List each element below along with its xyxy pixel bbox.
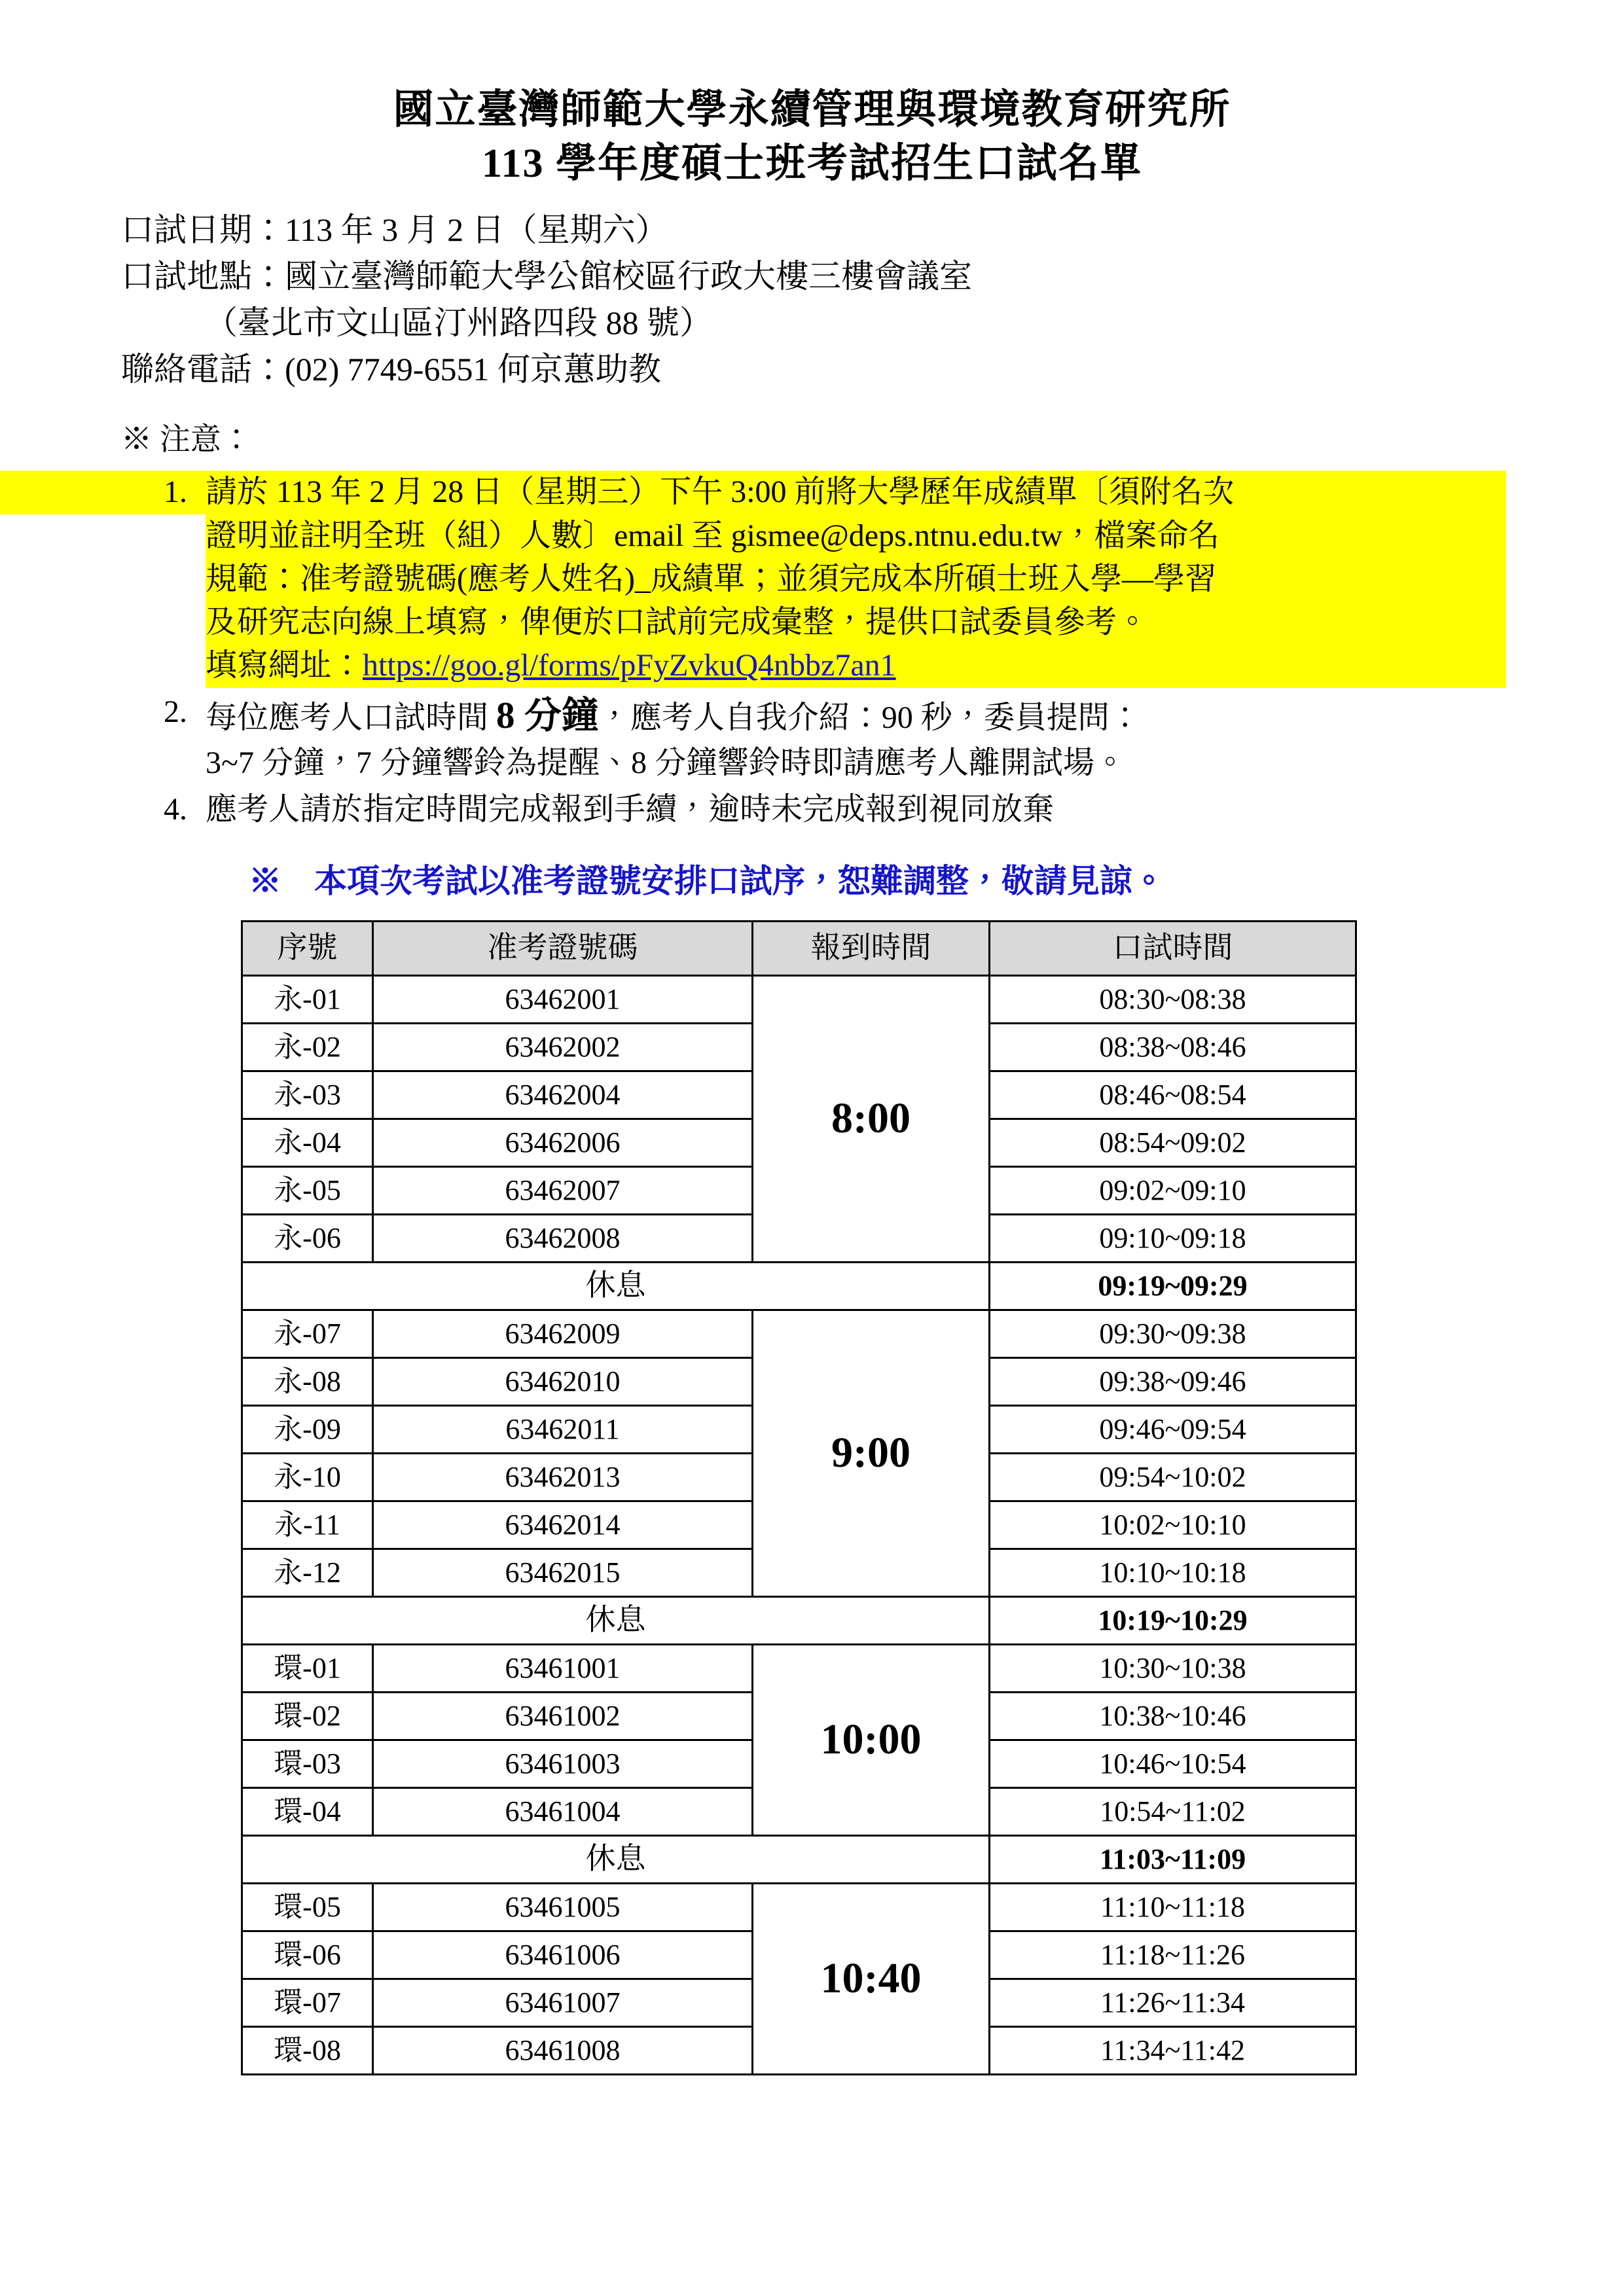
cell-exam-id: 63462014	[373, 1501, 753, 1549]
cell-exam-id: 63462001	[373, 975, 753, 1023]
cell-break-label: 休息	[242, 1596, 990, 1644]
cell-oral-time: 09:30~09:38	[990, 1310, 1356, 1357]
notice-item-4-number: 4.	[164, 791, 187, 827]
contact-phone-line: 聯絡電話：(02) 7749-6551 何京蕙助教	[121, 350, 661, 387]
cell-oral-time: 10:10~10:18	[990, 1549, 1356, 1596]
cell-oral-time: 09:10~09:18	[990, 1214, 1356, 1262]
cell-seq: 環-04	[242, 1787, 373, 1835]
cell-seq: 永-05	[242, 1166, 373, 1214]
cell-seq: 永-03	[242, 1071, 373, 1119]
cell-exam-id: 63462004	[373, 1071, 753, 1119]
cell-exam-id: 63462009	[373, 1310, 753, 1357]
column-header-checkin-time: 報到時間	[753, 921, 990, 975]
notice-item-4-line-1: 應考人請於指定時間完成報到手續，逾時未完成報到視同放棄	[206, 791, 1055, 827]
cell-seq: 永-09	[242, 1405, 373, 1453]
table-row	[242, 1644, 1356, 1692]
cell-oral-time: 10:38~10:46	[990, 1692, 1356, 1740]
cell-oral-time: 08:30~08:38	[990, 975, 1356, 1023]
cell-exam-id: 63461008	[373, 2026, 753, 2074]
break-row	[242, 1835, 1356, 1883]
cell-break-label: 休息	[242, 1262, 990, 1310]
cell-seq: 環-05	[242, 1883, 373, 1931]
cell-break-time: 10:19~10:29	[990, 1596, 1356, 1644]
cell-exam-id: 63462008	[373, 1214, 753, 1262]
notice-item-2-line-1	[206, 691, 1506, 742]
notice-item-1-body	[206, 471, 1624, 687]
cell-oral-time: 10:54~11:02	[990, 1787, 1356, 1835]
cell-oral-time: 11:26~11:34	[990, 1979, 1356, 2026]
table-row	[242, 975, 1356, 1023]
schedule-header-row	[242, 921, 1356, 975]
cell-seq: 環-07	[242, 1979, 373, 2026]
cell-exam-id: 63462002	[373, 1023, 753, 1071]
notice-item-2-number: 2.	[164, 694, 187, 729]
cell-break-time: 11:03~11:09	[990, 1835, 1356, 1883]
cell-exam-id: 63461006	[373, 1931, 753, 1979]
table-row	[242, 1310, 1356, 1357]
cell-seq: 永-06	[242, 1214, 373, 1262]
column-header-exam-id: 准考證號碼	[373, 921, 753, 975]
cell-break-time: 09:19~09:29	[990, 1262, 1356, 1310]
break-row	[242, 1596, 1356, 1644]
cell-seq: 永-11	[242, 1501, 373, 1549]
notice-item-1-url-line	[206, 644, 1506, 687]
cell-exam-id: 63462015	[373, 1549, 753, 1596]
notice-item-4-body	[206, 788, 1624, 831]
cell-oral-time: 09:02~09:10	[990, 1166, 1356, 1214]
cell-oral-time: 08:54~09:02	[990, 1119, 1356, 1166]
cell-break-label: 休息	[242, 1835, 990, 1883]
cell-checkin-time: 9:00	[753, 1310, 990, 1596]
cell-exam-id: 63461005	[373, 1883, 753, 1931]
cell-exam-id: 63461003	[373, 1740, 753, 1787]
cell-oral-time: 08:38~08:46	[990, 1023, 1356, 1071]
cell-seq: 永-01	[242, 975, 373, 1023]
notice-item-2	[0, 691, 1624, 785]
oral-duration-prefix: 每位應考人口試時間	[206, 700, 497, 735]
schedule-table-body	[242, 975, 1356, 2074]
cell-seq: 永-08	[242, 1357, 373, 1405]
form-url-label: 填寫網址：	[206, 648, 363, 683]
cell-exam-id: 63462011	[373, 1405, 753, 1453]
column-header-oral-time: 口試時間	[990, 921, 1356, 975]
cell-exam-id: 63462006	[373, 1119, 753, 1166]
cell-oral-time: 10:02~10:10	[990, 1501, 1356, 1549]
cell-seq: 永-12	[242, 1549, 373, 1596]
cell-seq: 環-02	[242, 1692, 373, 1740]
document-title-line-2: 113 學年度碩士班考試招生口試名單	[481, 141, 1143, 186]
header-info-block	[0, 207, 1624, 393]
notice-item-1-number: 1.	[0, 471, 206, 514]
notice-item-1-line-4: 及研究志向線上填寫，俾便於口試前完成彙整，提供口試委員參考。	[206, 601, 1506, 644]
cell-oral-time: 11:18~11:26	[990, 1931, 1356, 1979]
exam-address-line: （臺北市文山區汀州路四段 88 號）	[205, 304, 712, 341]
cell-seq: 永-04	[242, 1119, 373, 1166]
cell-oral-time: 11:34~11:42	[990, 2026, 1356, 2074]
cell-exam-id: 63461007	[373, 1979, 753, 2026]
notice-item-1	[0, 471, 1624, 687]
cell-oral-time: 11:10~11:18	[990, 1883, 1356, 1931]
cell-exam-id: 63462007	[373, 1166, 753, 1214]
cell-seq: 永-10	[242, 1453, 373, 1501]
cell-oral-time: 09:46~09:54	[990, 1405, 1356, 1453]
oral-duration-suffix: ，應考人自我介紹：90 秒，委員提問：	[598, 700, 1141, 735]
cell-oral-time: 10:46~10:54	[990, 1740, 1356, 1787]
cell-seq: 環-06	[242, 1931, 373, 1979]
cell-seq: 永-02	[242, 1023, 373, 1071]
cell-oral-time: 09:38~09:46	[990, 1357, 1356, 1405]
notice-item-1-line-2: 證明並註明全班（組）人數〕email 至 gismee@deps.ntnu.edu.tw，檔案命名	[206, 514, 1506, 558]
cell-exam-id: 63461002	[373, 1692, 753, 1740]
notice-list	[0, 471, 1624, 831]
document-title-line-1: 國立臺灣師範大學永續管理與環境教育研究所	[393, 88, 1231, 132]
cell-checkin-time: 8:00	[753, 975, 990, 1262]
cell-checkin-time: 10:00	[753, 1644, 990, 1835]
title-block	[0, 0, 1624, 191]
exam-date-line: 口試日期：113 年 3 月 2 日（星期六）	[121, 211, 668, 248]
column-header-seq: 序號	[242, 921, 373, 975]
notice-item-2-body	[206, 691, 1624, 785]
table-row	[242, 1883, 1356, 1931]
cell-seq: 環-01	[242, 1644, 373, 1692]
cell-seq: 環-03	[242, 1740, 373, 1787]
blue-note: ※ 本項次考試以准考證號安排口試序，恕難調整，敬請見諒。	[249, 862, 1165, 899]
notice-item-1-line-1: 請於 113 年 2 月 28 日（星期三）下午 3:00 前將大學歷年成績單〔須附名次	[206, 471, 1506, 514]
cell-seq: 永-07	[242, 1310, 373, 1357]
notice-item-1-line-3: 規範：准考證號碼(應考人姓名)_成績單；並須完成本所碩士班入學—學習	[206, 558, 1506, 601]
notice-item-4	[0, 788, 1624, 831]
cell-exam-id: 63461001	[373, 1644, 753, 1692]
notice-item-2-line-2: 3~7 分鐘，7 分鐘響鈴為提醒、8 分鐘響鈴時即請應考人離開試場。	[206, 745, 1126, 781]
schedule-table-wrap	[0, 920, 1624, 2075]
cell-checkin-time: 10:40	[753, 1883, 990, 2074]
cell-oral-time: 10:30~10:38	[990, 1644, 1356, 1692]
notice-heading: ※ 注意：	[121, 422, 252, 457]
cell-exam-id: 63461004	[373, 1787, 753, 1835]
cell-oral-time: 08:46~08:54	[990, 1071, 1356, 1119]
oral-duration-value: 8 分鐘	[496, 694, 599, 736]
schedule-table	[241, 920, 1357, 2075]
cell-seq: 環-08	[242, 2026, 373, 2074]
break-row	[242, 1262, 1356, 1310]
schedule-table-head	[242, 921, 1356, 975]
form-url-link[interactable]: https://goo.gl/forms/pFyZvkuQ4nbbz7an1	[363, 648, 896, 683]
cell-oral-time: 09:54~10:02	[990, 1453, 1356, 1501]
exam-location-line: 口試地點：國立臺灣師範大學公館校區行政大樓三樓會議室	[121, 257, 972, 295]
cell-exam-id: 63462010	[373, 1357, 753, 1405]
cell-exam-id: 63462013	[373, 1453, 753, 1501]
